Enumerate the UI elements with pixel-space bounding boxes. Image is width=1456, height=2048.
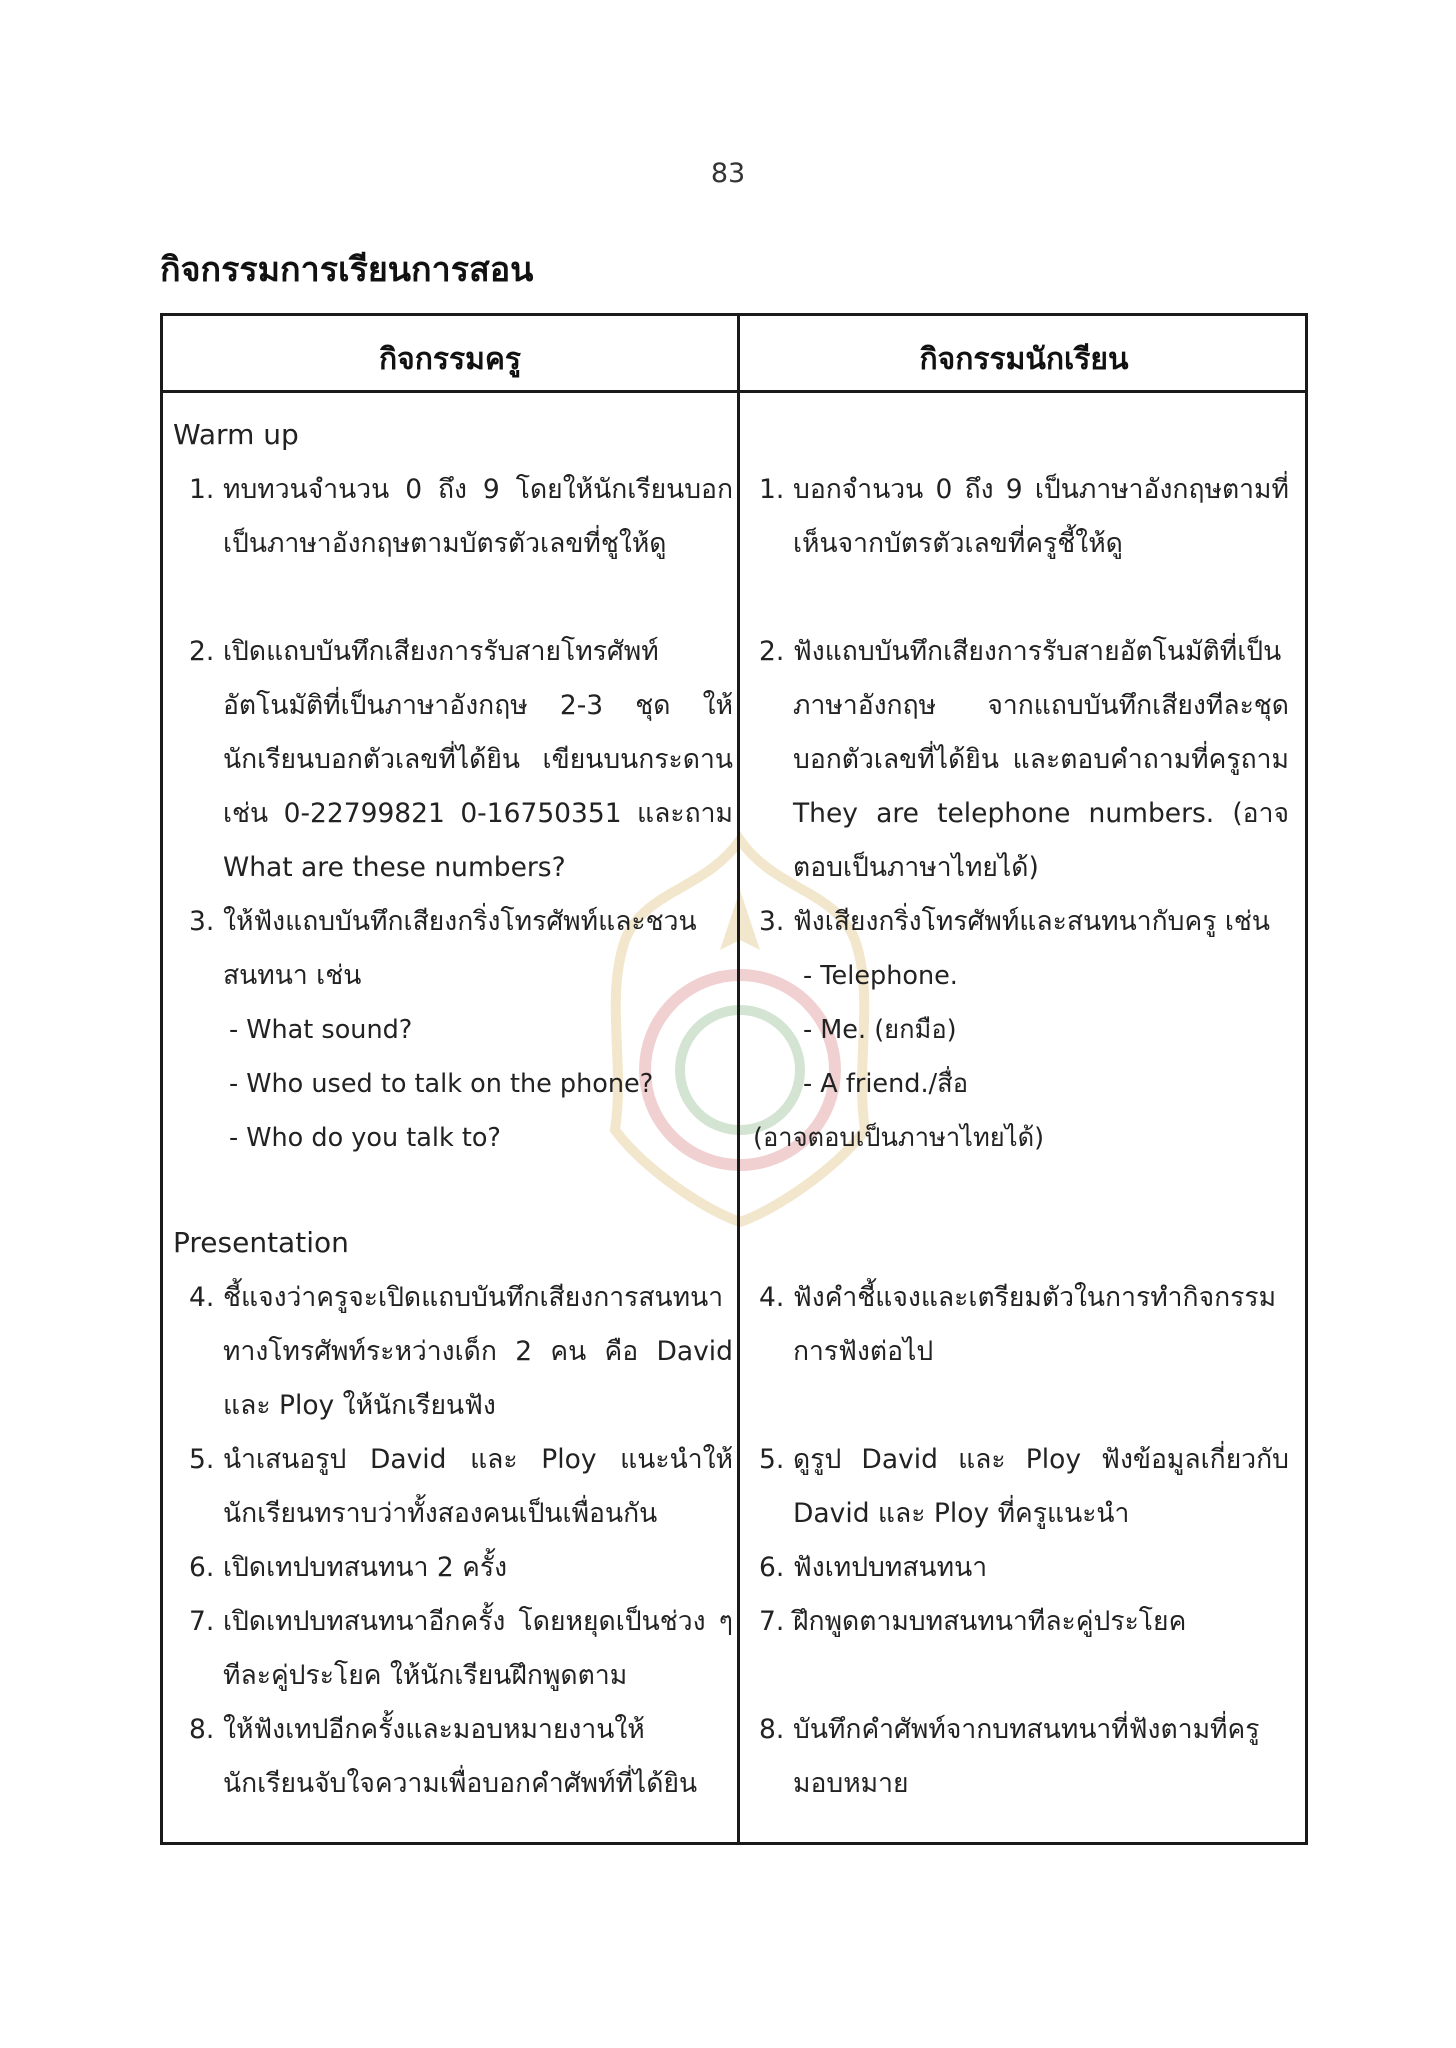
item-text: ชี้แจงว่าครูจะเปิดแถบบันทึกเสียงการสนทนาทางโทรศัพท์ระหว่างเด็ก 2 คน คือ David และ Ploy ให้นักเรียนฟัง (223, 1282, 733, 1421)
student-answer-3: - A friend./สื่อ (803, 1069, 969, 1099)
student-item-8 (759, 1703, 1289, 1811)
page-number: 83 (710, 158, 746, 189)
item-text: ดูรูป David และ Ploy ฟังข้อมูลเกี่ยวกับ David และ Ploy ที่ครูแนะนำ (793, 1444, 1289, 1529)
student-item-1 (759, 463, 1289, 571)
student-item-6 (759, 1541, 1289, 1595)
item-text: ฟังคำชี้แจงและเตรียมตัวในการทำกิจกรรมการฟังต่อไป (793, 1282, 1277, 1367)
header-divider (163, 390, 1305, 393)
teacher-item-1 (189, 463, 733, 571)
section-title: กิจกรรมการเรียนการสอน (160, 250, 534, 290)
teacher-column-header: กิจกรรมครู (378, 342, 522, 377)
item-number: 8. (189, 1714, 215, 1745)
item-number: 6. (759, 1552, 785, 1583)
teacher-item-7 (189, 1595, 733, 1703)
item-number: 5. (759, 1444, 785, 1475)
item-number: 3. (759, 906, 785, 937)
teacher-question-2: - Who used to talk on the phone? (229, 1069, 654, 1099)
student-note: (อาจตอบเป็นภาษาไทยได้) (753, 1123, 1045, 1153)
teacher-question-1: - What sound? (229, 1015, 413, 1045)
teacher-item-4 (189, 1271, 733, 1433)
student-item-3 (759, 895, 1289, 949)
teacher-question-3: - Who do you talk to? (229, 1123, 501, 1153)
item-text: ให้ฟังเทปอีกครั้งและมอบหมายงานให้นักเรียนจับใจความเพื่อบอกคำศัพท์ที่ได้ยิน (223, 1714, 698, 1799)
item-number: 2. (189, 636, 215, 667)
item-text: เปิดเทปบทสนทนาอีกครั้ง โดยหยุดเป็นช่วง ๆ ทีละคู่ประโยค ให้นักเรียนฝึกพูดตาม (223, 1606, 733, 1691)
presentation-heading: Presentation (173, 1226, 349, 1259)
student-item-5 (759, 1433, 1289, 1541)
item-number: 4. (759, 1282, 785, 1313)
student-answer-2: - Me. (ยกมือ) (803, 1015, 957, 1045)
student-item-2 (759, 625, 1289, 895)
item-text: ทบทวนจำนวน 0 ถึง 9 โดยให้นักเรียนบอกเป็นภาษาอังกฤษตามบัตรตัวเลขที่ชูให้ดู (223, 474, 733, 559)
student-item-7 (759, 1595, 1289, 1649)
item-number: 7. (189, 1606, 215, 1637)
item-number: 4. (189, 1282, 215, 1313)
item-text: บอกจำนวน 0 ถึง 9 เป็นภาษาอังกฤษตามที่เห็นจากบัตรตัวเลขที่ครูชี้ให้ดู (793, 474, 1289, 559)
student-answer-1: - Telephone. (803, 961, 958, 991)
student-column-header: กิจกรรมนักเรียน (919, 342, 1129, 377)
item-number: 7. (759, 1606, 785, 1637)
item-text: เปิดแถบบันทึกเสียงการรับสายโทรศัพท์อัตโนมัติที่เป็นภาษาอังกฤษ 2-3 ชุด ให้นักเรียนบอกตัวเลขที่ได้ยิน เขียนบนกระดาน เช่น 0-22799821 0-16750351 และถาม What are these numbers? (223, 636, 733, 883)
item-text: บันทึกคำศัพท์จากบทสนทนาที่ฟังตามที่ครูมอบหมาย (793, 1714, 1260, 1799)
item-number: 6. (189, 1552, 215, 1583)
item-number: 1. (759, 474, 785, 505)
activity-table (160, 313, 1308, 1845)
teacher-item-5 (189, 1433, 733, 1541)
teacher-item-2 (189, 625, 733, 895)
item-text: ฟังแถบบันทึกเสียงการรับสายอัตโนมัติที่เป็นภาษาอังกฤษ จากแถบบันทึกเสียงทีละชุด บอกตัวเลขที่ได้ยิน และตอบคำถามที่ครูถาม They are telephone numbers. (อาจตอบเป็นภาษาไทยได้) (793, 636, 1289, 883)
item-number: 8. (759, 1714, 785, 1745)
item-number: 2. (759, 636, 785, 667)
item-text: ฟังเสียงกริ่งโทรศัพท์และสนทนากับครู เช่น (793, 906, 1271, 937)
item-number: 3. (189, 906, 215, 937)
item-text: นำเสนอรูป David และ Ploy แนะนำให้นักเรียนทราบว่าทั้งสองคนเป็นเพื่อนกัน (223, 1444, 733, 1529)
warmup-heading: Warm up (173, 418, 299, 451)
column-divider (737, 316, 740, 1842)
item-text: ฝึกพูดตามบทสนทนาทีละคู่ประโยค (793, 1606, 1187, 1637)
item-number: 1. (189, 474, 215, 505)
student-item-4 (759, 1271, 1289, 1379)
item-text: เปิดเทปบทสนทนา 2 ครั้ง (223, 1552, 508, 1583)
teacher-item-6 (189, 1541, 733, 1595)
teacher-item-3 (189, 895, 733, 1003)
teacher-item-8 (189, 1703, 733, 1811)
item-number: 5. (189, 1444, 215, 1475)
item-text: ให้ฟังแถบบันทึกเสียงกริ่งโทรศัพท์และชวนสนทนา เช่น (223, 906, 697, 991)
item-text: ฟังเทปบทสนทนา (793, 1552, 988, 1583)
